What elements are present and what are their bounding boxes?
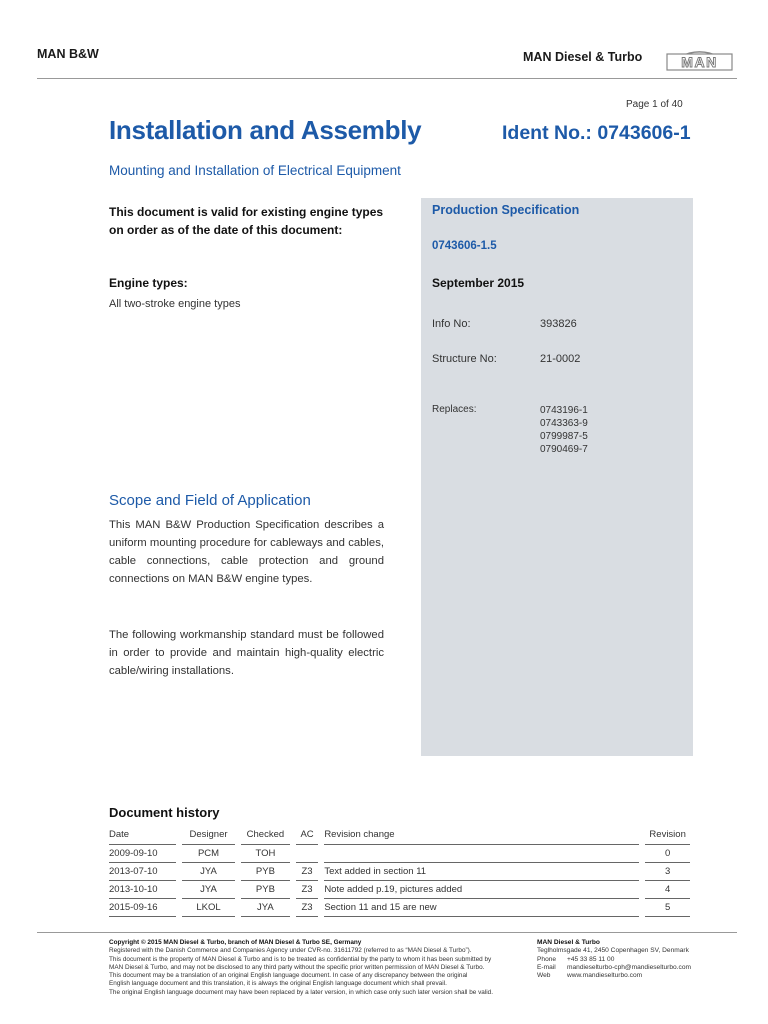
cell-designer: PCM (182, 845, 235, 863)
col-revision: Revision (649, 829, 686, 840)
footer-legal-line: MAN Diesel & Turbo, and may not be disclosed to any third party without the specific prior written permission of MAN Diesel & Turbo. (109, 963, 485, 971)
validity-statement: This document is valid for existing engine types on order as of the date of this document: (109, 205, 384, 237)
spec-number: 0743606-1.5 (432, 240, 497, 252)
col-change: Revision change (324, 829, 395, 840)
structure-no-label: Structure No: (432, 353, 497, 365)
col-designer: Designer (189, 829, 228, 840)
footer-phone-label: Phone (537, 955, 557, 963)
cell-date: 2015-09-16 (109, 899, 176, 917)
footer-legal-line: The original English language document may have been replaced by a later version, in which case only such later version shall be valid. (109, 988, 494, 996)
footer-phone: +45 33 85 11 00 (567, 955, 615, 963)
subtitle: Mounting and Installation of Electrical Equipment (109, 163, 401, 178)
footer-legal-line: This document is the property of MAN Diesel & Turbo and is to be treated as confidential by the party to whom it has been submitted by (109, 955, 492, 963)
cell-date: 2009-09-10 (109, 845, 176, 863)
cell-designer: LKOL (182, 899, 235, 917)
replaces-list (540, 404, 588, 456)
scope-heading: Scope and Field of Application (109, 492, 311, 509)
cell-revision: 5 (645, 899, 690, 917)
cell-designer: JYA (182, 863, 235, 881)
replaces-item: 0743363-9 (540, 418, 588, 429)
engine-types-heading: Engine types: (109, 276, 188, 290)
cell-checked: TOH (241, 845, 290, 863)
cell-ac: Z3 (296, 863, 318, 881)
footer-address: Teglholmsgade 41, 2450 Copenhagen SV, Denmark (537, 947, 689, 955)
svg-text:MAN: MAN (681, 54, 718, 70)
cell-change (324, 845, 639, 863)
replaces-label: Replaces: (432, 404, 477, 415)
footer-legal-line: English language document and this translation, it is always the original English language document which shall prevail. (109, 980, 447, 988)
info-no-label: Info No: (432, 318, 471, 330)
structure-no-value: 21-0002 (540, 353, 581, 365)
history-heading: Document history (109, 805, 220, 820)
cell-ac: Z3 (296, 881, 318, 899)
ident-number: Ident No.: 0743606-1 (502, 122, 691, 144)
footer-web-label: Web (537, 972, 551, 980)
page-title: Installation and Assembly (109, 115, 422, 145)
cell-checked: JYA (241, 899, 290, 917)
replaces-item: 0790469-7 (540, 444, 588, 455)
cell-revision: 0 (645, 845, 690, 863)
cell-change: Note added p.19, pictures added (324, 881, 639, 899)
cell-date: 2013-07-10 (109, 863, 176, 881)
footer-web-link[interactable]: www.mandieselturbo.com (567, 972, 643, 980)
engine-types-value: All two-stroke engine types (109, 298, 241, 310)
footer-copyright: Copyright © 2015 MAN Diesel & Turbo, branch of MAN Diesel & Turbo SE, Germany (109, 939, 362, 946)
history-table (109, 828, 690, 917)
table-row (109, 863, 690, 881)
cell-revision: 4 (645, 881, 690, 899)
replaces-item: 0743196-1 (540, 405, 588, 416)
spec-heading: Production Specification (432, 203, 580, 217)
replaces-item: 0799987-5 (540, 431, 588, 442)
scope-paragraph-2: The following workmanship standard must be followed in order to provide and maintain high-quality electric cable/wiring installations. (109, 629, 384, 677)
footer-email-label: E-mail (537, 963, 556, 971)
col-date: Date (109, 829, 130, 840)
spec-date: September 2015 (432, 276, 525, 290)
header-divider (37, 78, 737, 79)
footer-divider (37, 932, 737, 933)
cell-checked: PYB (241, 863, 290, 881)
cell-date: 2013-10-10 (109, 881, 176, 899)
man-logo (661, 36, 738, 78)
footer-email-link[interactable]: mandieselturbo-cph@mandieselturbo.com (567, 963, 691, 971)
cell-checked: PYB (241, 881, 290, 899)
footer-legal (109, 939, 529, 997)
table-row (109, 845, 690, 863)
page-number: Page 1 of 40 (626, 99, 683, 110)
table-row (109, 899, 690, 917)
cell-ac (296, 845, 318, 863)
header-left-brand: MAN B&W (37, 47, 99, 61)
cell-ac: Z3 (296, 899, 318, 917)
footer-contact (537, 939, 691, 980)
info-no-value: 393826 (540, 318, 577, 330)
cell-designer: JYA (182, 881, 235, 899)
footer-company: MAN Diesel & Turbo (537, 939, 600, 946)
col-ac: AC (300, 829, 314, 840)
history-header-row (109, 828, 690, 845)
footer-legal-line: This document may be a translation of an original English language document. In case of any discrepancy between the original (109, 972, 468, 980)
cell-change: Text added in section 11 (324, 863, 639, 881)
table-row (109, 881, 690, 899)
cell-change: Section 11 and 15 are new (324, 899, 639, 917)
cell-revision: 3 (645, 863, 690, 881)
footer-legal-line: Registered with the Danish Commerce and Companies Agency under CVR-no. 31611792 (referred to as “MAN Diesel & Turbo”). (109, 947, 472, 955)
scope-paragraph-1: This MAN B&W Production Specification describes a uniform mounting procedure for cableways and cables, cable connections, cable protection and ground connections on MAN B&W engine types. (109, 519, 384, 585)
header-right-brand: MAN Diesel & Turbo (523, 50, 643, 64)
col-checked: Checked (246, 829, 285, 840)
